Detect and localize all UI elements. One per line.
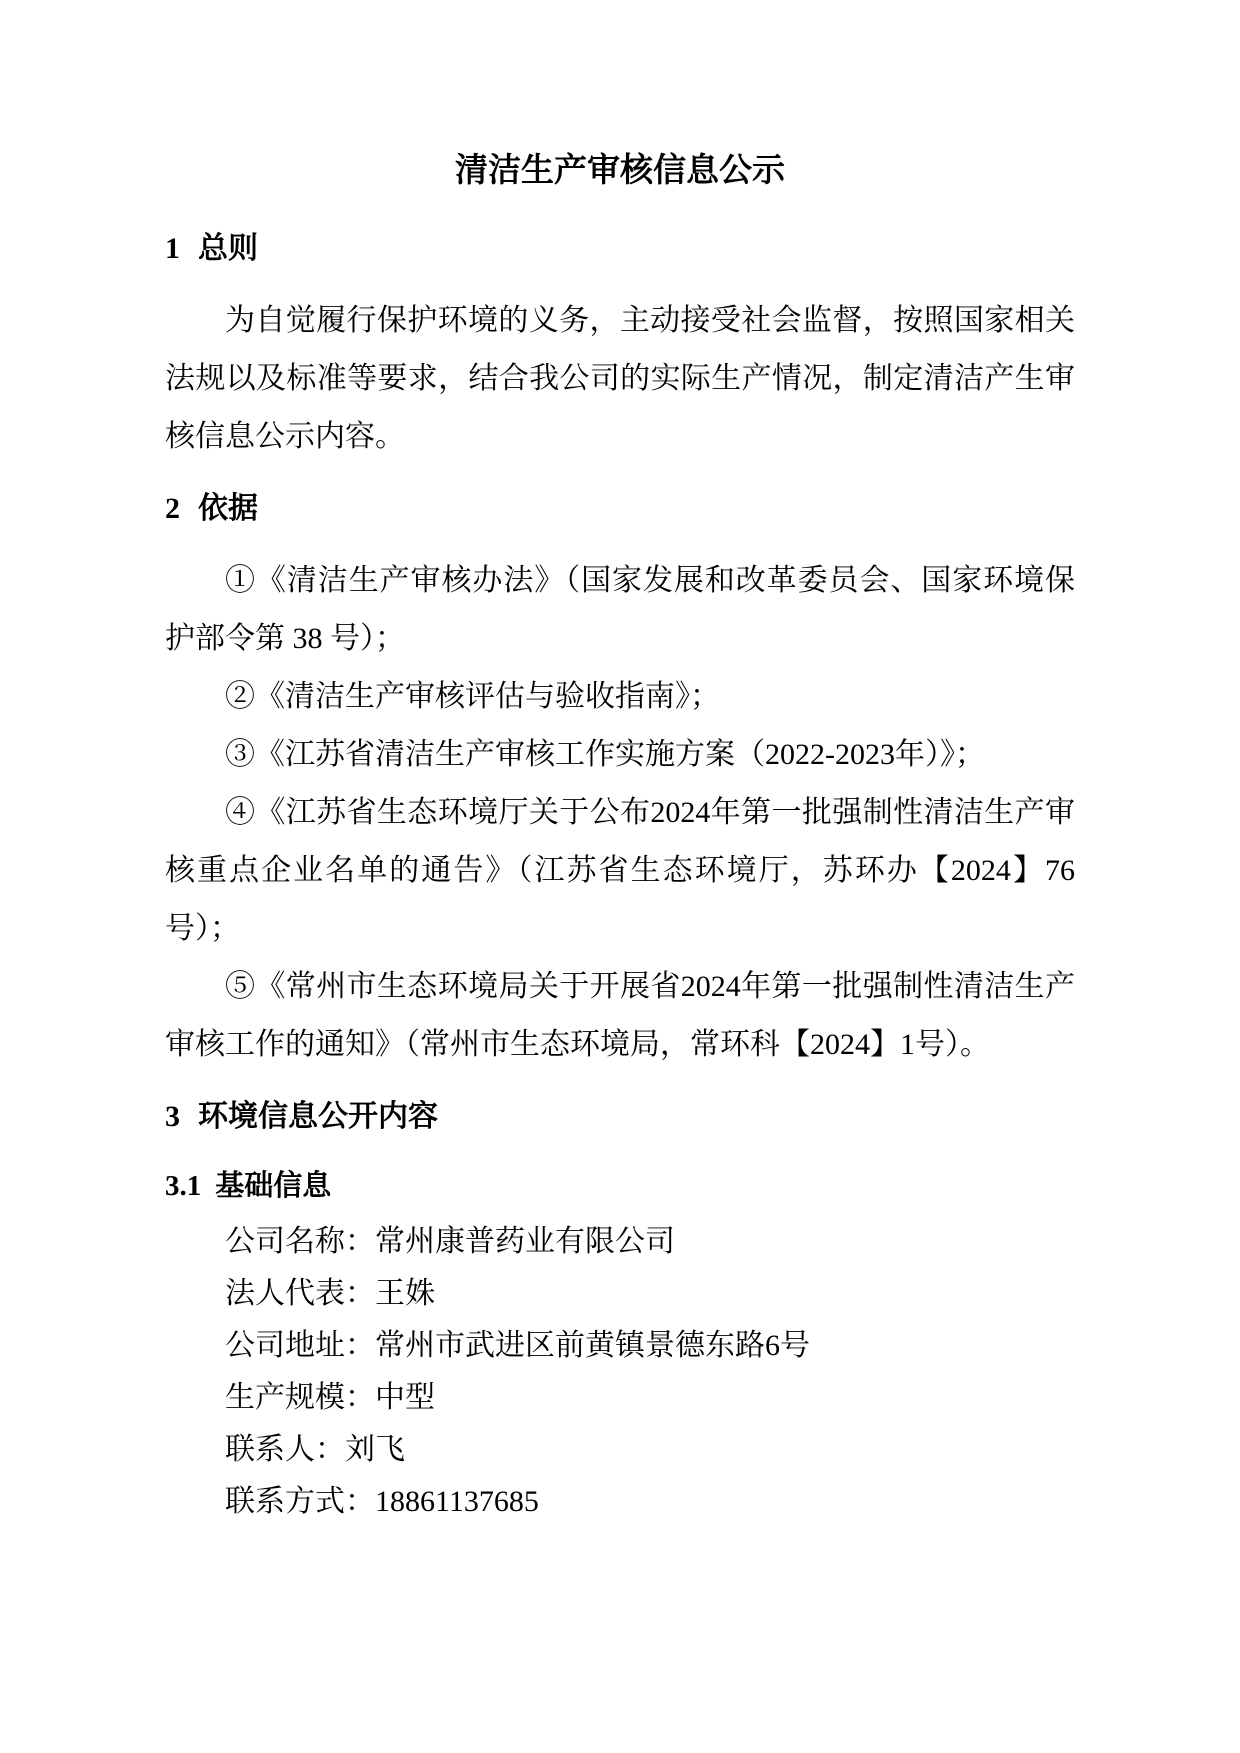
section-2-title: 依据 [198, 492, 258, 525]
section-2-item-1: ①《清洁生产审核办法》（国家发展和改革委员会、国家环境保护部令第 38 号）； [165, 564, 1075, 655]
section-1-number: 1 [165, 232, 180, 265]
company-address-line [165, 1320, 1075, 1372]
company-address-value: 常州市武进区前黄镇景德东路6号 [375, 1329, 810, 1362]
section-2-item-2: ②《清洁生产审核评估与验收指南》； [225, 680, 720, 713]
section-3-1-heading [165, 1160, 1075, 1212]
contact-person-line [165, 1424, 1075, 1476]
company-name-line [165, 1216, 1075, 1268]
company-name-value: 常州康普药业有限公司 [375, 1225, 675, 1258]
contact-phone-value: 18861137685 [375, 1485, 539, 1518]
section-1-title: 总则 [198, 232, 258, 265]
legal-representative-value: 王姝 [375, 1277, 435, 1310]
section-2-heading [165, 480, 1075, 538]
contact-phone-line [165, 1476, 1075, 1528]
production-scale-line [165, 1372, 1075, 1424]
contact-person-label: 联系人： [225, 1433, 345, 1466]
company-name-label: 公司名称： [225, 1225, 375, 1258]
section-3-number: 3 [165, 1100, 180, 1133]
legal-representative-line [165, 1268, 1075, 1320]
contact-person-value: 刘飞 [345, 1433, 405, 1466]
legal-representative-label: 法人代表： [225, 1277, 375, 1310]
production-scale-label: 生产规模： [225, 1381, 375, 1414]
company-address-label: 公司地址： [225, 1329, 375, 1362]
section-2-item-5: ⑤《常州市生态环境局关于开展省2024年第一批强制性清洁生产审核工作的通知》（常州市生态环境局，常环科【2024】1号）。 [165, 970, 1075, 1061]
section-2-number: 2 [165, 492, 180, 525]
section-3-heading [165, 1088, 1075, 1146]
section-1-paragraph: 为自觉履行保护环境的义务，主动接受社会监督，按照国家相关法规以及标准等要求，结合我公司的实际生产情况，制定清洁产生审核信息公示内容。 [165, 304, 1075, 453]
section-2-item-4: ④《江苏省生态环境厅关于公布2024年第一批强制性清洁生产审核重点企业名单的通告》（江苏省生态环境厅，苏环办【2024】76号）； [165, 796, 1075, 945]
document-title: 清洁生产审核信息公示 [455, 153, 785, 189]
section-3-1-title: 基础信息 [215, 1170, 332, 1202]
contact-phone-label: 联系方式： [225, 1485, 375, 1518]
section-2-item-3: ③《江苏省清洁生产审核工作实施方案（2022-2023年）》； [225, 738, 985, 771]
section-3-1-number: 3.1 [165, 1170, 202, 1202]
section-3-title: 环境信息公开内容 [198, 1100, 438, 1133]
production-scale-value: 中型 [375, 1381, 435, 1414]
section-1-heading [165, 220, 1075, 278]
